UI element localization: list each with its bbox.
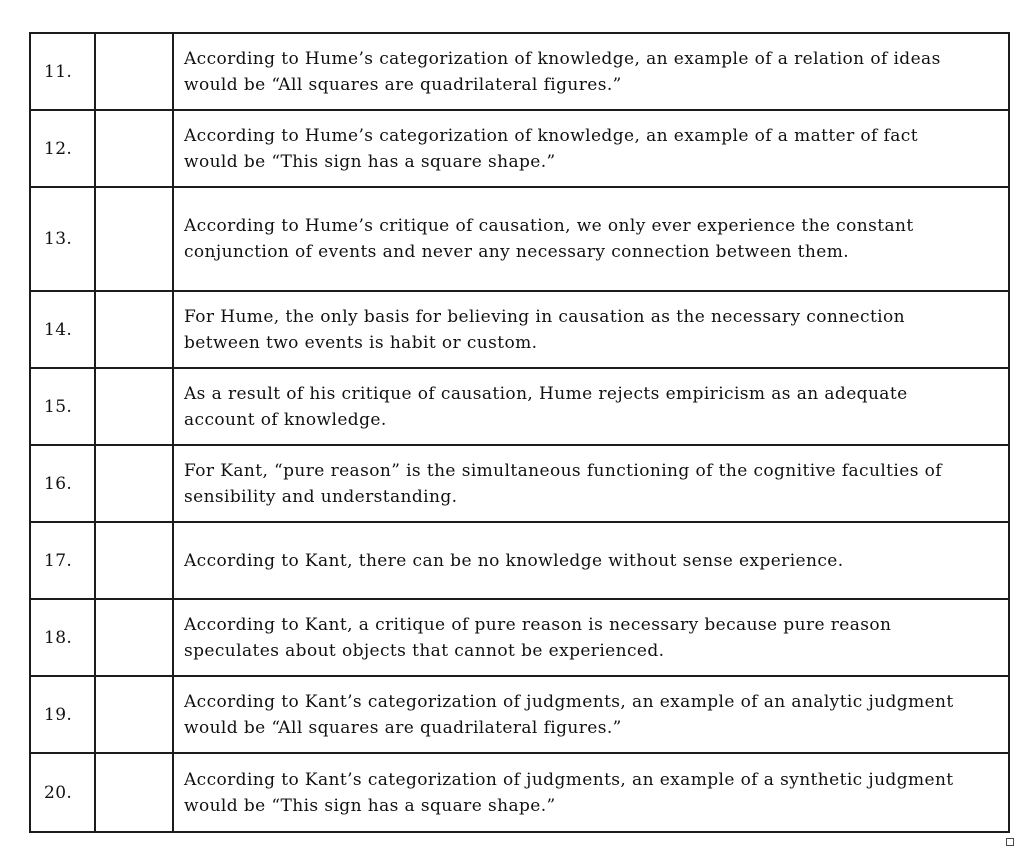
statement-text: According to Hume’s categorization of knowledge, an example of a relation of ideas would be “All squares are quadrilateral figures.” xyxy=(173,33,1009,110)
statement-text: According to Hume’s critique of causation, we only ever experience the constant conjunction of events and never any necessary connection between them. xyxy=(173,187,1009,291)
answer-cell[interactable] xyxy=(95,33,173,110)
item-number: 17. xyxy=(30,522,95,599)
answer-cell[interactable] xyxy=(95,753,173,832)
statement-text: For Hume, the only basis for believing in causation as the necessary connection between two events is habit or custom. xyxy=(173,291,1009,368)
table-row xyxy=(30,187,1009,291)
item-number: 16. xyxy=(30,445,95,522)
item-number: 12. xyxy=(30,110,95,187)
answer-cell[interactable] xyxy=(95,110,173,187)
item-number: 14. xyxy=(30,291,95,368)
item-number: 15. xyxy=(30,368,95,445)
answer-cell[interactable] xyxy=(95,291,173,368)
statement-text: As a result of his critique of causation, Hume rejects empiricism as an adequate account of knowledge. xyxy=(173,368,1009,445)
statement-text: According to Kant, there can be no knowledge without sense experience. xyxy=(173,522,1009,599)
answer-cell[interactable] xyxy=(95,368,173,445)
statement-text: According to Hume’s categorization of knowledge, an example of a matter of fact would be “This sign has a square shape.” xyxy=(173,110,1009,187)
table-row xyxy=(30,522,1009,599)
item-number: 19. xyxy=(30,676,95,753)
answer-cell[interactable] xyxy=(95,599,173,676)
answer-cell[interactable] xyxy=(95,676,173,753)
statement-text: According to Kant’s categorization of judgments, an example of a synthetic judgment would be “This sign has a square shape.” xyxy=(173,753,1009,832)
table-row xyxy=(30,445,1009,522)
true-false-table xyxy=(29,32,1010,833)
item-number: 18. xyxy=(30,599,95,676)
table-row xyxy=(30,676,1009,753)
answer-cell[interactable] xyxy=(95,522,173,599)
statement-text: According to Kant’s categorization of judgments, an example of an analytic judgment would be “All squares are quadrilateral figures.” xyxy=(173,676,1009,753)
item-number: 13. xyxy=(30,187,95,291)
table-row xyxy=(30,291,1009,368)
table-row xyxy=(30,599,1009,676)
statement-text: According to Kant, a critique of pure reason is necessary because pure reason speculates about objects that cannot be experienced. xyxy=(173,599,1009,676)
table-row xyxy=(30,33,1009,110)
table-row xyxy=(30,753,1009,832)
item-number: 11. xyxy=(30,33,95,110)
answer-cell[interactable] xyxy=(95,187,173,291)
table-row xyxy=(30,110,1009,187)
item-number: 20. xyxy=(30,753,95,832)
statement-text: For Kant, “pure reason” is the simultaneous functioning of the cognitive faculties of sensibility and understanding. xyxy=(173,445,1009,522)
table-row xyxy=(30,368,1009,445)
table-resize-handle[interactable] xyxy=(1006,838,1014,846)
answer-cell[interactable] xyxy=(95,445,173,522)
